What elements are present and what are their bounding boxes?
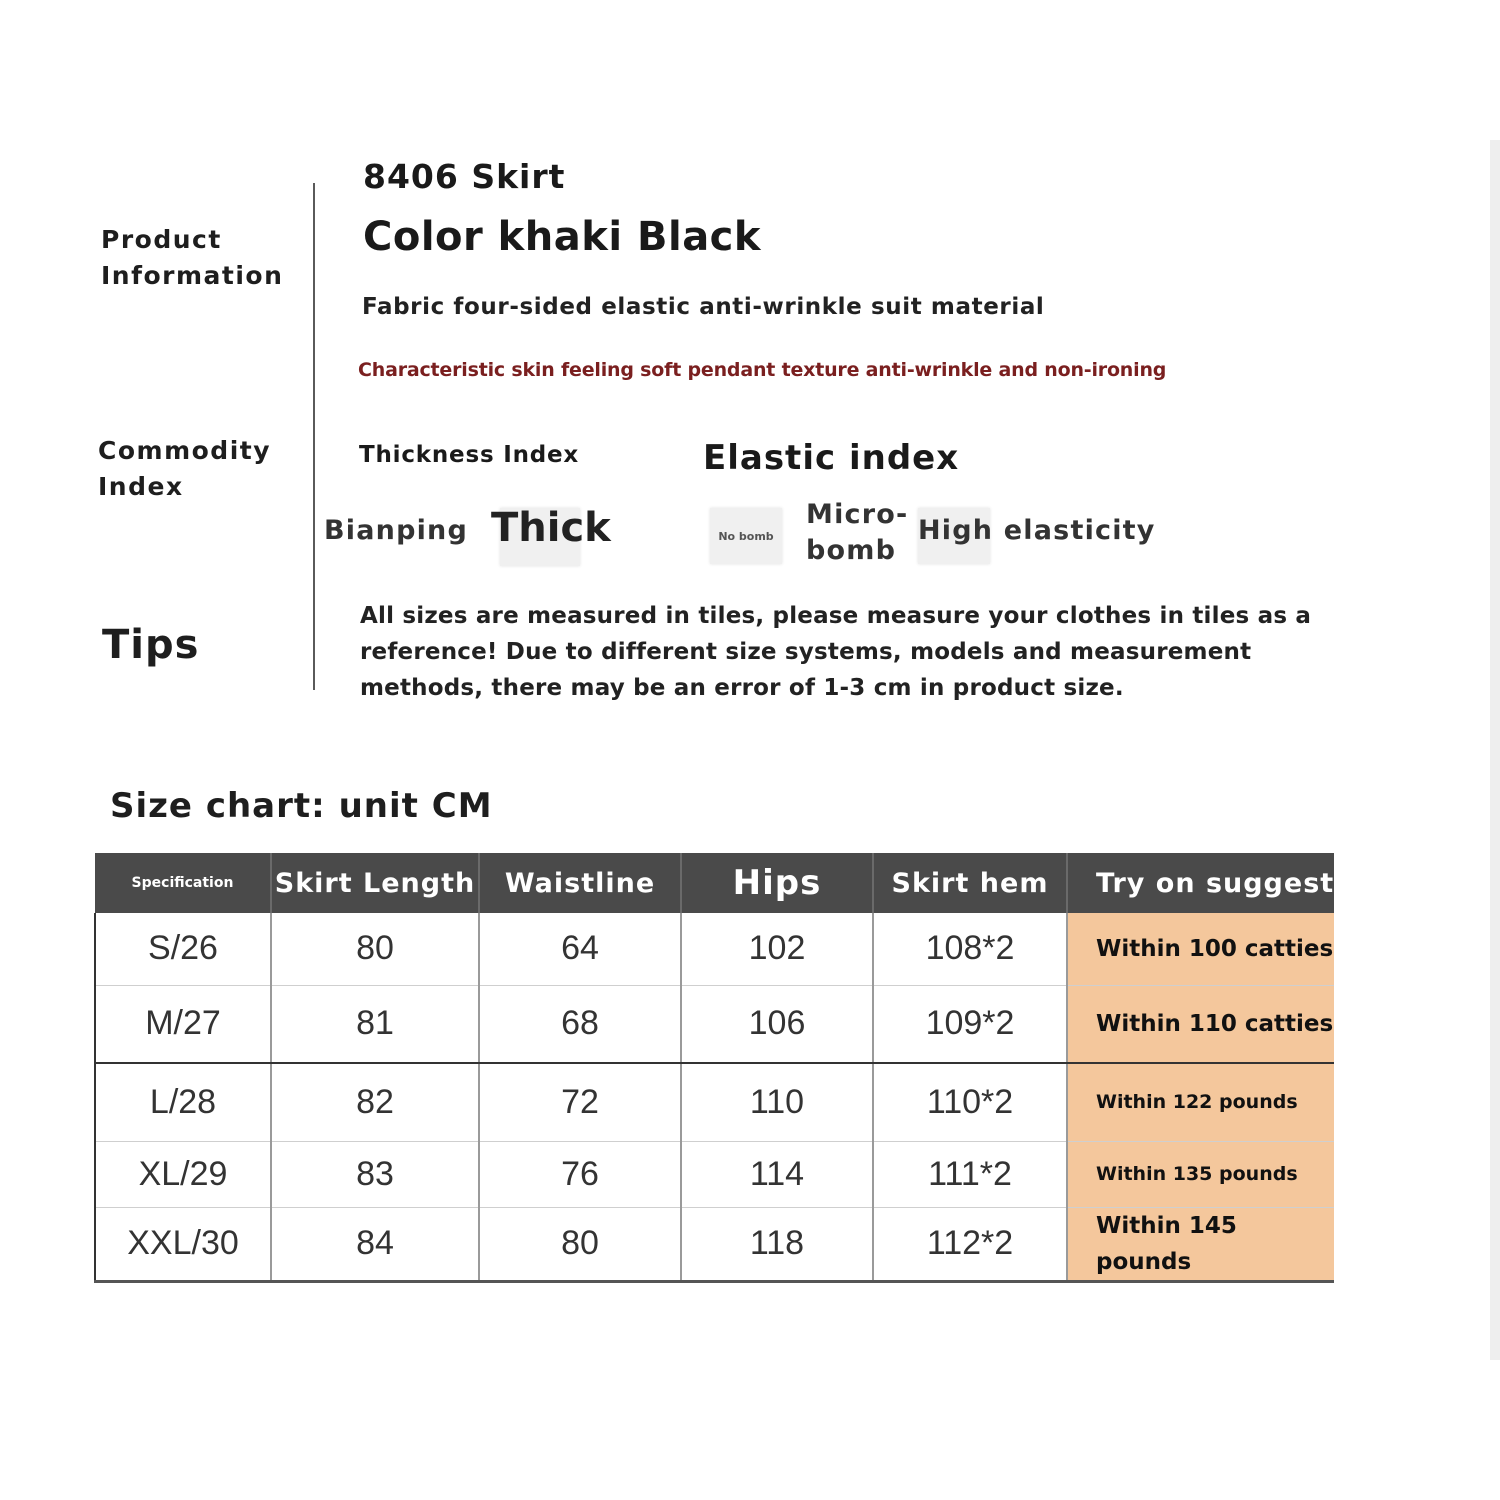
thickness-option-thick: Thick [491,505,611,551]
elastic-option-micro-bomb [806,497,908,569]
cell-skirt-hem: 109*2 [873,985,1067,1063]
size-chart-table [94,853,1334,1283]
thickness-index-heading: Thickness Index [359,442,580,468]
page-edge-strip [1490,140,1500,1360]
cell-skirt-length: 84 [271,1207,479,1281]
table-row [95,1063,1334,1141]
cell-hips: 118 [681,1207,873,1281]
cell-size: XL/29 [95,1141,271,1207]
product-fabric: Fabric four-sided elastic anti-wrinkle suit material [362,294,1045,320]
cell-skirt-hem: 111*2 [873,1141,1067,1207]
header-try-on-suggest: Try on suggest [1067,853,1334,913]
elastic-option-micro-line2: bomb [806,535,897,566]
header-waistline: Waistline [479,853,681,913]
table-row [95,913,1334,985]
header-hips: Hips [681,853,873,913]
elastic-option-no-bomb: No bomb [718,530,774,543]
cell-waistline: 80 [479,1207,681,1281]
cell-skirt-length: 81 [271,985,479,1063]
thickness-option-bianping: Bianping [324,515,469,546]
cell-hips: 102 [681,913,873,985]
cell-size: XXL/30 [95,1207,271,1281]
cell-hips: 106 [681,985,873,1063]
header-skirt-hem: Skirt hem [873,853,1067,913]
cell-try-on-suggest: Within 110 catties [1067,985,1334,1063]
cell-waistline: 76 [479,1141,681,1207]
cell-skirt-length: 82 [271,1063,479,1141]
cell-skirt-hem: 108*2 [873,913,1067,985]
elastic-option-micro-line1: Micro- [806,499,909,530]
tips-line-3: methods, there may be an error of 1-3 cm in product size. [360,675,1124,701]
cell-skirt-hem: 112*2 [873,1207,1067,1281]
elastic-option-high: High elasticity [918,515,1156,546]
size-chart-title: Size chart: unit CM [110,786,493,826]
cell-waistline: 72 [479,1063,681,1141]
commodity-index-label-line1: Commodity [98,436,272,465]
cell-try-on-suggest: Within 135 pounds [1067,1141,1334,1207]
commodity-index-label-line2: Index [98,472,184,501]
table-row [95,985,1334,1063]
cell-size: L/28 [95,1063,271,1141]
cell-waistline: 64 [479,913,681,985]
tips-line-1: All sizes are measured in tiles, please measure your clothes in tiles as a [360,603,1312,629]
product-model: 8406 Skirt [363,157,566,196]
product-information-label-line2: Information [101,261,284,290]
cell-size: M/27 [95,985,271,1063]
tips-text [360,598,1311,706]
size-chart-header-row [95,853,1334,913]
product-characteristic: Characteristic skin feeling soft pendant texture anti-wrinkle and non-ironing [358,359,1167,381]
product-information-label [101,222,283,294]
table-row [95,1207,1334,1281]
tips-line-2: reference! Due to different size systems, models and measurement [360,639,1252,665]
product-color: Color khaki Black [363,214,761,260]
tips-label: Tips [102,622,200,668]
cell-skirt-length: 83 [271,1141,479,1207]
elastic-index-heading: Elastic index [703,438,960,478]
cell-waistline: 68 [479,985,681,1063]
cell-size: S/26 [95,913,271,985]
cell-skirt-length: 80 [271,913,479,985]
commodity-index-label [98,433,271,505]
cell-skirt-hem: 110*2 [873,1063,1067,1141]
header-specification: Specification [95,853,271,913]
table-row [95,1141,1334,1207]
cell-try-on-suggest: Within 122 pounds [1067,1063,1334,1141]
cell-try-on-suggest: Within 100 catties [1067,913,1334,985]
header-skirt-length: Skirt Length [271,853,479,913]
section-divider [313,183,315,690]
cell-hips: 114 [681,1141,873,1207]
cell-hips: 110 [681,1063,873,1141]
product-information-label-line1: Product [101,225,222,254]
cell-try-on-suggest: Within 145 pounds [1067,1207,1334,1281]
